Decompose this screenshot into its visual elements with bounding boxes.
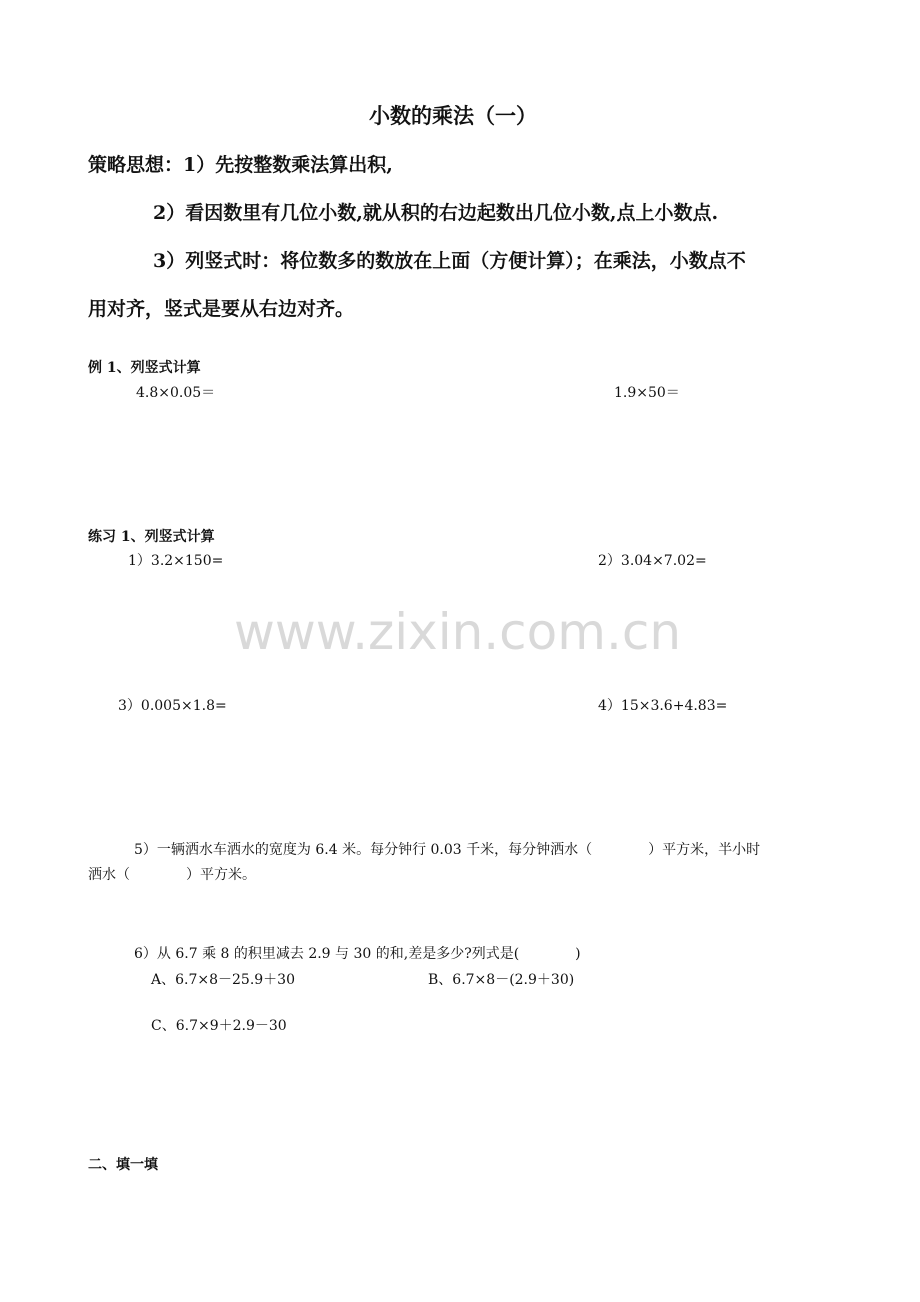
watermark: www.zixin.com.cn: [234, 603, 682, 661]
practice-question-3: 3）0.005×1.8=: [118, 698, 227, 714]
example-heading: 例 1、列竖式计算: [88, 360, 201, 376]
question-5-line-2: 洒水（ ）平方米。: [88, 867, 256, 883]
question-6-option-b: B、6.7×8－(2.9＋30): [428, 972, 575, 988]
strategy-line-1: 策略思想：1）先按整数乘法算出积,: [88, 154, 393, 176]
strategy-line-2: 2）看因数里有几位小数,就从积的右边起数出几位小数,点上小数点.: [153, 202, 719, 224]
practice-heading: 练习 1、列竖式计算: [88, 529, 215, 545]
page-title: 小数的乘法（一）: [369, 103, 537, 128]
example-question-1: 4.8×0.05＝: [136, 385, 216, 401]
practice-question-4: 4）15×3.6+4.83=: [598, 698, 728, 714]
strategy-line-3b: 用对齐，竖式是要从右边对齐。: [88, 298, 355, 320]
section-2-heading: 二、填一填: [88, 1157, 158, 1173]
question-6-option-c: C、6.7×9＋2.9－30: [151, 1018, 287, 1034]
strategy-line-3a: 3）列竖式时：将位数多的数放在上面（方便计算）；在乘法，小数点不: [153, 250, 746, 272]
question-6-option-a: A、6.7×8－25.9＋30: [151, 972, 295, 988]
practice-question-2: 2）3.04×7.02=: [598, 553, 707, 569]
example-question-2: 1.9×50＝: [614, 385, 680, 401]
practice-question-1: 1）3.2×150=: [128, 553, 224, 569]
question-5-line-1: 5）一辆洒水车洒水的宽度为 6.4 米。每分钟行 0.03 千米，每分钟洒水（ ）平方米，半小时: [134, 842, 761, 858]
question-6-stem: 6）从 6.7 乘 8 的积里减去 2.9 与 30 的和,差是多少?列式是( ): [134, 946, 581, 962]
